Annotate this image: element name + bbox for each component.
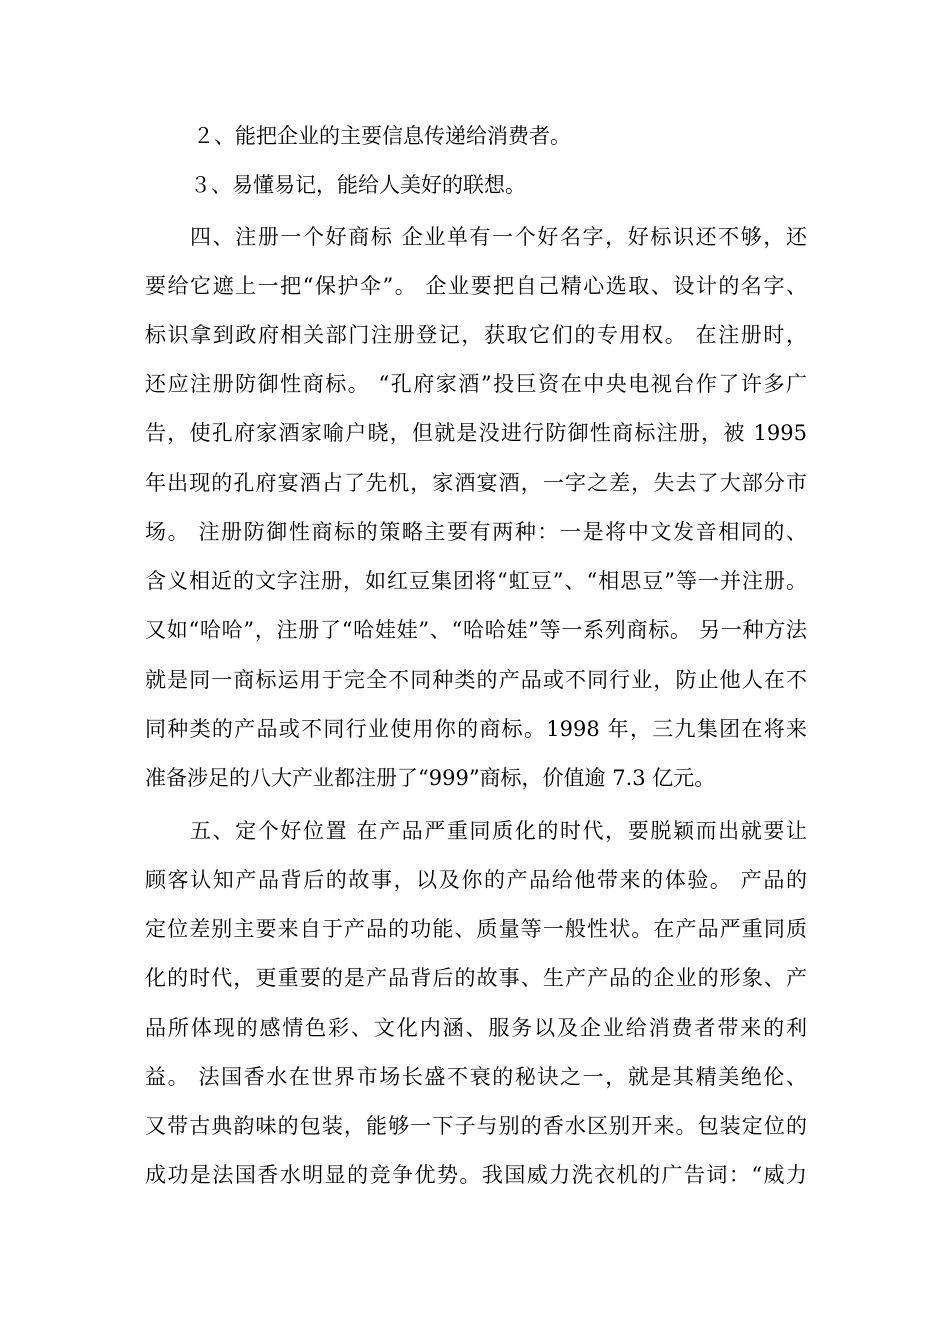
paragraph-line: 场。 注册防御性商标的策略主要有两种：一是将中文发音相同的、 (145, 520, 807, 544)
paragraph-line: 年出现的孔府宴酒占了先机，家酒宴酒，一字之差，失去了大部分市 (145, 471, 807, 495)
paragraph-line: 益。 法国香水在世界市场长盛不衰的秘诀之一，就是其精美绝伦、 (145, 1065, 807, 1089)
paragraph-line: 告，使孔府家酒家喻户晓，但就是没进行防御性商标注册，被 1995 (145, 421, 807, 445)
paragraph-line: 又带古典韵味的包装，能够一下子与别的香水区别开来。包装定位的 (145, 1114, 807, 1138)
paragraph-line: 品所体现的感情色彩、文化内涵、服务以及企业给消费者带来的利 (145, 1016, 807, 1040)
list-item-3: ３、易懂易记，能给人美好的联想。 (190, 173, 526, 197)
paragraph-line: 还应注册防御性商标。 “孔府家酒”投巨资在中央电视台作了许多广 (145, 372, 807, 396)
paragraph-line: 顾客认知产品背后的故事，以及你的产品给他带来的体验。 产品的 (145, 868, 807, 892)
paragraph-line: 含义相近的文字注册，如红豆集团将“虹豆”、“相思豆”等一并注册。 (145, 569, 807, 593)
paragraph-line: 又如“哈哈”，注册了“哈娃娃”、“哈哈娃”等一系列商标。 另一种方法 (145, 618, 807, 642)
section-heading-4-line: 四、注册一个好商标 企业单有一个好名字，好标识还不够，还 (190, 225, 807, 249)
paragraph-line: 标识拿到政府相关部门注册登记，获取它们的专用权。 在注册时， (145, 323, 807, 347)
paragraph-line: 准备涉足的八大产业都注册了“999”商标，价值逾 7.3 亿元。 (145, 766, 716, 790)
paragraph-line: 定位差别主要来自于产品的功能、质量等一般性状。在产品严重同质 (145, 917, 807, 941)
paragraph-line: 成功是法国香水明显的竞争优势。我国威力洗衣机的广告词：“威力 (145, 1163, 807, 1187)
section-heading-5-line: 五、定个好位置 在产品严重同质化的时代，要脱颖而出就要让 (190, 819, 807, 843)
list-item-2: ２、能把企业的主要信息传递给消费者。 (193, 124, 571, 148)
paragraph-line: 化的时代，更重要的是产品背后的故事、生产产品的企业的形象、产 (145, 966, 807, 990)
paragraph-line: 就是同一商标运用于完全不同种类的产品或不同行业，防止他人在不 (145, 668, 807, 692)
paragraph-line: 要给它遮上一把“保护伞”。 企业要把自己精心选取、设计的名字、 (145, 274, 807, 298)
paragraph-line: 同种类的产品或不同行业使用你的商标。1998 年，三九集团在将来 (145, 717, 807, 741)
